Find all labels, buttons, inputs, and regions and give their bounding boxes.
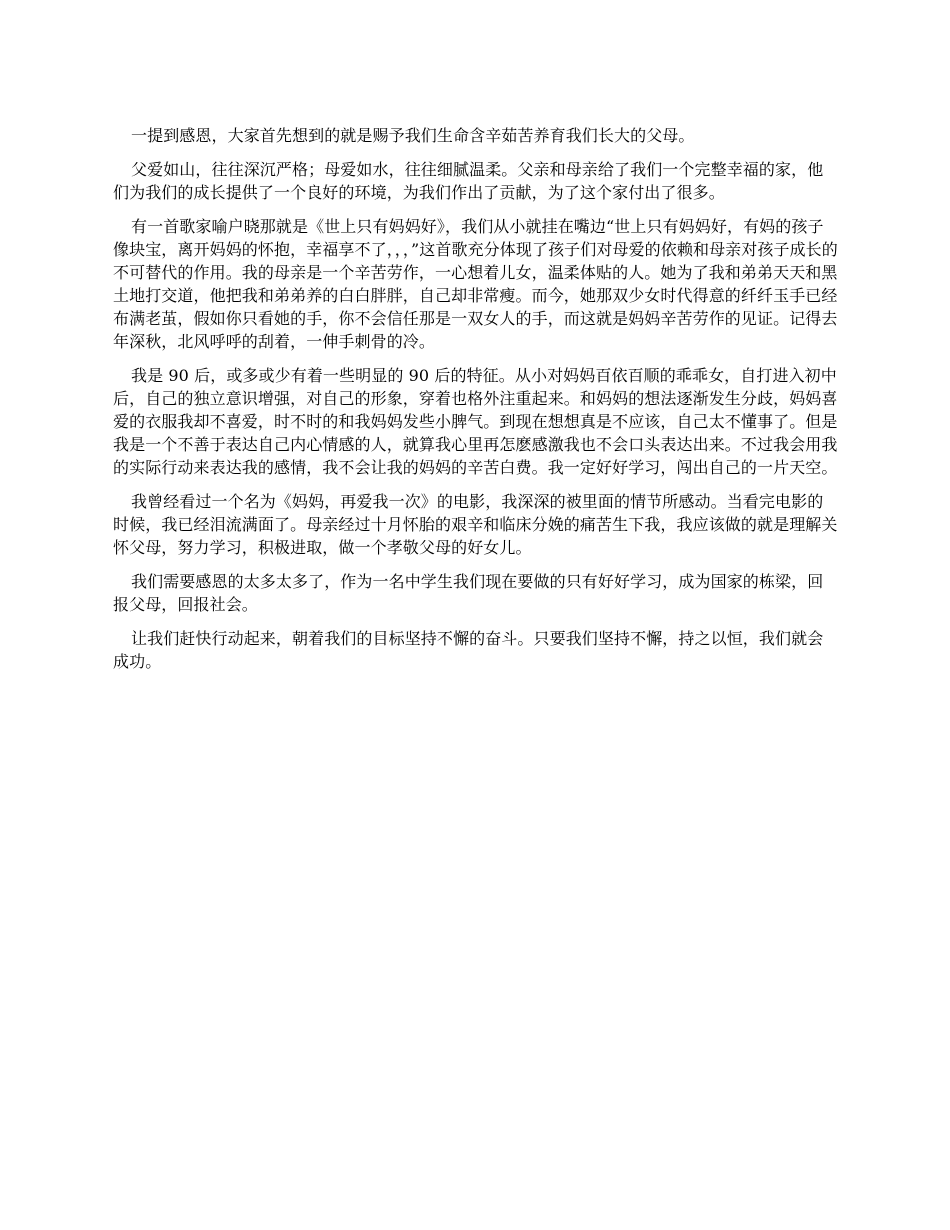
paragraph-6: 我们需要感恩的太多太多了，作为一名中学生我们现在要做的只有好好学习，成为国家的栋梁，回报父母，回报社会。: [113, 572, 824, 614]
document-page: [113, 124, 838, 684]
paragraph-5: 我曾经看过一个名为《妈妈，再爱我一次》的电影，我深深的被里面的情节所感动。当看完电影的时候，我已经泪流满面了。母亲经过十月怀胎的艰辛和临床分娩的痛苦生下我，我应该做的就是理解关怀父母，努力学习，积极进取，做一个孝敬父母的好女儿。: [113, 492, 838, 557]
paragraph-1: 一提到感恩，大家首先想到的就是赐予我们生命含辛茹苦养育我们长大的父母。: [131, 126, 695, 145]
paragraph-2: 父爱如山，往往深沉严格；母爱如水，往往细腻温柔。父亲和母亲给了我们一个完整幸福的家，他们为我们的成长提供了一个良好的环境，为我们作出了贡献，为了这个家付出了很多。: [113, 160, 824, 202]
paragraph-7: 让我们赶快行动起来，朝着我们的目标坚持不懈的奋斗。只要我们坚持不懈，持之以恒，我们就会成功。: [113, 629, 824, 671]
paragraph-4: 我是 90 后，或多或少有着一些明显的 90 后的特征。从小对妈妈百依百顺的乖乖女，自打进入初中后，自己的独立意识增强，对自己的形象，穿着也格外注重起来。和妈妈的想法逐渐发生分歧，妈妈喜爱的衣服我却不喜爱，时不时的和我妈妈发些小脾气。到现在想想真是不应该，自己太不懂事了。但是我是一个不善于表达自己内心情感的人，就算我心里再怎麽感激我也不会口头表达出来。不过我会用我的实际行动来表达我的感情，我不会让我的妈妈的辛苦白费。我一定好好学习，闯出自己的一片天空。: [113, 366, 838, 477]
paragraph-3: 有一首歌家喻户晓那就是《世上只有妈妈好》，我们从小就挂在嘴边“世上只有妈妈好，有妈的孩子像块宝，离开妈妈的怀抱，幸福享不了，，，”这首歌充分体现了孩子们对母爱的依赖和母亲对孩子成长的不可替代的作用。我的母亲是一个辛苦劳作，一心想着儿女，温柔体贴的人。她为了我和弟弟天天和黑土地打交道，他把我和弟弟养的白白胖胖，自己却非常瘦。而今，她那双少女时代得意的纤纤玉手已经布满老茧，假如你只看她的手，你不会信任那是一双女人的手，而这就是妈妈辛苦劳作的见证。记得去年深秋，北风呼呼的刮着，一伸手刺骨的冷。: [113, 217, 838, 351]
